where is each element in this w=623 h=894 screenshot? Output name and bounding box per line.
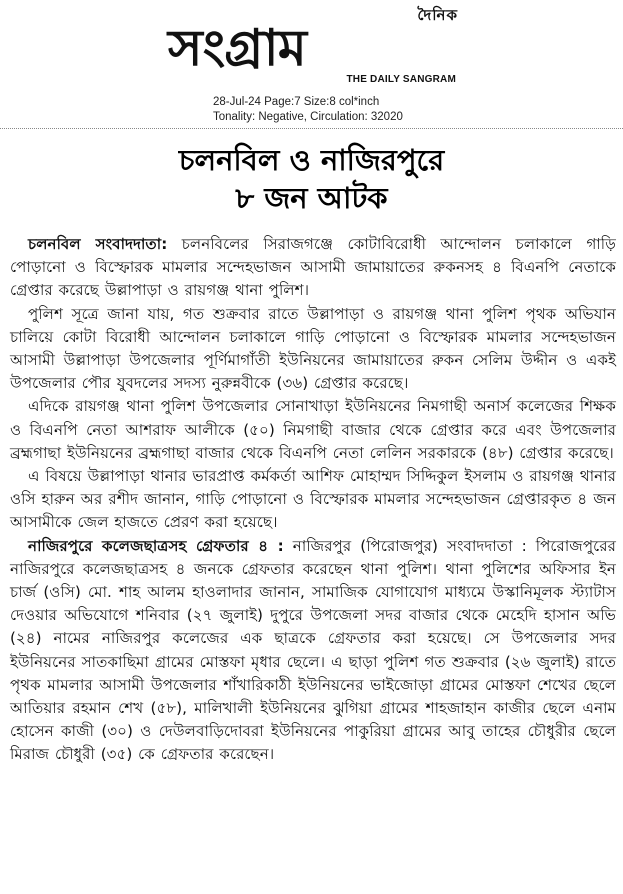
paragraph-lead: নাজিরপুরে কলেজছাত্রসহ গ্রেফতার ৪ : [28, 536, 284, 555]
headline-line-1: চলনবিল ও নাজিরপুরে [178, 143, 445, 177]
paragraph-text: নাজিরপুর (পিরোজপুর) সংবাদদাতা : পিরোজপুরের নাজিরপুরে কলেজছাত্রসহ ৪ জনকে গ্রেফতার করেছেন থানা পুলিশ। থানা পুলিশের অফিসার ইন চার্জ (ওসি) মো. শাহ আলম হাওলাদার জানান, সামাজিক যোগাযোগ মাধ্যমে উস্কানিমূলক স্ট্যাটাস দেওয়ার অভিযোগে শনিবার (২৭ জুলাই) দুপুরে উপজেলা সদর বাজার থেকে মেহেদি হাসান অভি (২৪) নামের নাজিরপুর কলেজের এক ছাত্রকে গ্রেফতার করা হয়েছে। সে উপজেলার সদর ইউনিয়নের সাতকাছিমা গ্রামের মোস্তফা মৃধার ছেলে। এ ছাড়া পুলিশ গত শুক্রবার (২৬ জুলাই) রাতে পৃথক মামলার আসামী উপজেলার শাঁখারিকাঠী ইউনিয়নের ভাইজোড়া গ্রামের মোস্তফা শেখের ছেলে আতিয়ার রহমান শেখ (৫৮), মালিখালী ইউনিয়নের ঝুগিয়া গ্রামের শাহজাহান কাজীর ছেলে এনাম হোসেন কাজী (৩০) ও দেউলবাড়িদোবরা ইউনিয়নের পাকুরিয়া গ্রামের আবু তাহের চৌধুরীর ছেলে মিরাজ চৌধুরী (৩৫) কে গ্রেফতার করেছেন। [10, 536, 616, 764]
paragraph-text: এদিকে রায়গঞ্জ থানা পুলিশ উপজেলার সোনাখাড়া ইউনিয়নের নিমগাছী অনার্স কলেজের শিক্ষক ও বিএনপি নেতা আশরাফ আলীকে (৫০) নিমগাছী বাজার থেকে গ্রেপ্তার করে এবং উপজেলার ব্রহ্মগাছা ইউনিয়নের ব্রহ্মগাছা বাজার থেকে বিএনপি নেতা লেলিন সরকারকে (৪৮) গ্রেপ্তার করেছে। [10, 397, 616, 462]
logo-small-text: দৈনিক [417, 6, 458, 24]
paragraph-text: এ বিষয়ে উল্লাপাড়া থানার ভারপ্রাপ্ত কর্মকর্তা আশিফ মোহাম্মদ সিদ্দিকুল ইসলাম ও রায়গঞ্জ থানার ওসি হারুন অর রশীদ জানান, গাড়ি পোড়ানো ও বিস্ফোরক মামলার সন্দেহভাজন গ্রেপ্তারকৃত ৪ জন আসামীকে জেল হাজতে প্রেরণ করা হয়েছে। [10, 467, 616, 532]
paragraph [10, 233, 616, 303]
paragraph-text: পুলিশ সূত্রে জানা যায়, গত শুক্রবার রাতে উল্লাপাড়া ও রায়গঞ্জ থানা পুলিশ পৃথক অভিযান চালিয়ে কোটা বিরোধী আন্দোলন চলাকালে গাড়ি পোড়ানো ও বিস্ফোরক মামলার সন্দেহভাজন আসামী উল্লাপাড়া উপজেলার পূর্ণিমাগাঁতী ইউনিয়নের জামায়াতের রুকন সেলিম উদ্দীন ও একই উপজেলার পৌর যুবদলের সদস্য নুরুন্নবীকে (৩৬) গ্রেপ্তার করেছে। [10, 304, 616, 393]
paragraph [10, 535, 616, 767]
paragraph [10, 465, 616, 535]
clip-meta-tonality: Tonality: Negative, Circulation: 32020 [213, 111, 403, 123]
masthead [0, 0, 623, 128]
newspaper-logo [168, 4, 458, 90]
paragraph-lead: চলনবিল সংবাদদাতা: [28, 235, 168, 253]
headline-line-2: ৮ জন আটক [235, 181, 388, 215]
paragraph [10, 395, 616, 465]
clip-meta-page-size: 28-Jul-24 Page:7 Size:8 col*inch [213, 96, 380, 108]
paragraph-text: চলনবিলের সিরাজগঞ্জে কোটাবিরোধী আন্দোলন চলাকালে গাড়ি পোড়ানো ও বিস্ফোরক মামলার সন্দেহভাজন আসামী জামায়াতের রুকনসহ ৪ বিএনপি নেতাকে গ্রেপ্তার করেছে উল্লাপাড়া ও রায়গঞ্জ থানা পুলিশ। [10, 235, 616, 300]
news-clipping [0, 128, 623, 894]
article-body [10, 233, 616, 767]
logo-title: সংগ্রাম [168, 19, 306, 77]
logo-subtitle: THE DAILY SANGRAM [346, 74, 456, 85]
paragraph [10, 303, 616, 396]
